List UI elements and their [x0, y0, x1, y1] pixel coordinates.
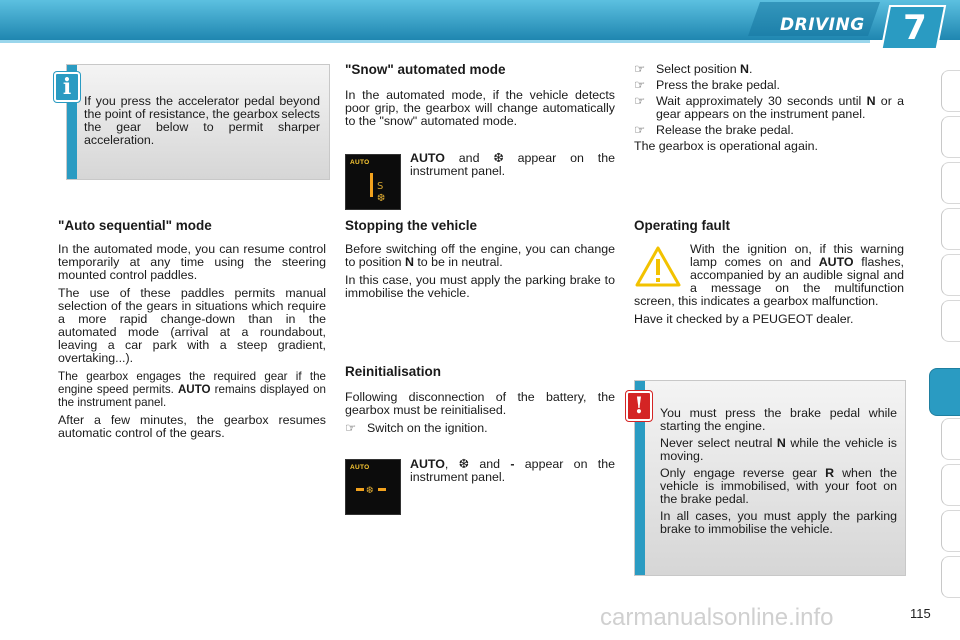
dash-label: - — [510, 457, 515, 471]
section-title: Reinitialisation — [345, 364, 442, 379]
section-title: Stopping the vehicle — [345, 218, 478, 233]
auto-label: AUTO — [410, 457, 445, 471]
auto-label: AUTO — [818, 255, 854, 269]
pointing-hand-icon: ☞ — [634, 123, 646, 137]
paragraph: You must press the brake pedal while starting the engine. — [660, 406, 897, 433]
caption — [410, 458, 615, 484]
paragraph — [345, 243, 615, 269]
side-tab[interactable] — [941, 464, 960, 506]
paragraph: In the automated mode, you can resume control temporarily at any time using the steering mounted control paddles. — [58, 242, 326, 282]
reinitialisation-section — [345, 364, 615, 438]
paragraph: The gearbox is operational again. — [634, 139, 818, 153]
section-title: "Snow" automated mode — [345, 62, 506, 77]
text: Wait approximately 30 seconds until — [656, 94, 867, 108]
reinit-display-icon — [346, 460, 400, 514]
side-tab-active[interactable] — [929, 368, 960, 416]
text: or a gear appears on the instrument panel. — [656, 94, 904, 121]
text: flashes, accompanied by an audible signal and a message on the multifunction screen, this indicates a gearbox malfunction. — [634, 255, 904, 308]
reinit-caption — [410, 458, 615, 489]
text: . — [748, 62, 753, 76]
section-title: Operating fault — [634, 218, 731, 233]
chapter-title: DRIVING — [780, 15, 865, 35]
info-box-content — [84, 95, 320, 151]
side-tab[interactable] — [941, 510, 960, 552]
paragraph — [660, 437, 897, 463]
text: Never select neutral — [660, 436, 777, 450]
paragraph: The use of these paddles permits manual selection of the gears in situations which require a more rapid change-down than in the automated mode (arrival at a roundabout, leaving a car park with a steep gradient, overtaking...). — [58, 286, 326, 365]
side-tab[interactable] — [941, 70, 960, 112]
bullet-text: Press the brake pedal. — [656, 78, 780, 92]
warning-box — [634, 380, 906, 576]
warning-lamp-icon — [634, 245, 682, 289]
auto-sequential-section — [58, 218, 326, 445]
auto-label: AUTO — [410, 151, 445, 165]
pointing-hand-icon: ☞ — [634, 62, 646, 76]
svg-text:❆: ❆ — [377, 193, 386, 204]
pointing-hand-icon: ☞ — [345, 421, 357, 435]
reinit-steps — [634, 63, 904, 158]
caption — [410, 152, 615, 178]
auto-display: AUTO — [350, 464, 370, 471]
text: Before switching off the engine, you can change to position — [345, 242, 615, 269]
section-title: "Auto sequential" mode — [58, 218, 212, 233]
neutral-label: N — [776, 436, 786, 450]
info-box — [66, 64, 330, 180]
snow-caption — [410, 152, 615, 183]
pointing-hand-icon: ☞ — [634, 78, 646, 92]
bullet-item — [634, 79, 904, 92]
text: Only engage reverse gear — [660, 466, 826, 480]
paragraph: Have it checked by a PEUGEOT dealer. — [634, 312, 854, 326]
pointing-hand-icon: ☞ — [634, 94, 646, 108]
neutral-label: N — [740, 62, 749, 76]
page-number: 115 — [910, 606, 931, 621]
text: appear on the instrument panel. — [410, 457, 615, 484]
text: With the ignition on, if this warning lamp comes on and — [690, 242, 904, 269]
side-tab[interactable] — [941, 418, 960, 460]
warning-box-content — [660, 407, 897, 540]
paragraph: After a few minutes, the gearbox resumes automatic control of the gears. — [58, 413, 326, 440]
stopping-section — [345, 218, 615, 305]
side-tab[interactable] — [941, 556, 960, 598]
text: , ❆ and — [444, 457, 511, 471]
svg-text:❆: ❆ — [366, 486, 374, 496]
side-tab[interactable] — [941, 300, 960, 342]
bullet-text — [656, 95, 904, 121]
operating-fault-section — [634, 218, 904, 331]
bullet-item — [634, 63, 904, 76]
instrument-panel-reinit-image — [345, 459, 401, 515]
chapter-number: 7 — [903, 8, 927, 48]
side-tab[interactable] — [941, 254, 960, 296]
text: Select position — [656, 62, 741, 76]
reverse-label: R — [825, 466, 835, 480]
neutral-label: N — [404, 255, 414, 269]
bullet-text — [656, 63, 752, 76]
text: The gearbox engages the required gear if the engine speed permits. — [58, 370, 326, 396]
warning-icon: ! — [626, 391, 652, 421]
text: while the vehicle is moving. — [660, 436, 897, 463]
bullet-item — [634, 124, 904, 137]
page-header — [0, 0, 960, 48]
info-text: If you press the accelerator pedal beyond the point of resistance, the gearbox selects the gear below to permit sharper acceleration. — [84, 94, 320, 147]
auto-display: AUTO — [350, 159, 370, 166]
svg-text:S: S — [377, 181, 384, 192]
paragraph: Following disconnection of the battery, the gearbox must be reinitialised. — [345, 390, 615, 417]
snow-display-icon — [346, 155, 400, 209]
text: to be in neutral. — [413, 255, 503, 269]
side-tab[interactable] — [941, 162, 960, 204]
bullet-item — [634, 95, 904, 121]
neutral-label: N — [866, 94, 876, 108]
paragraph — [660, 467, 897, 506]
side-tab[interactable] — [941, 208, 960, 250]
bullet-text: Switch on the ignition. — [367, 421, 488, 435]
bullet-item — [345, 422, 615, 435]
bullet-text: Release the brake pedal. — [656, 123, 794, 137]
side-tab[interactable] — [941, 116, 960, 158]
watermark: carmanualsonline.info — [600, 604, 834, 631]
info-icon: i — [54, 72, 80, 102]
paragraph: In this case, you must apply the parking brake to immobilise the vehicle. — [345, 273, 615, 300]
instrument-panel-snow-image — [345, 154, 401, 210]
snow-mode-section — [345, 62, 615, 133]
paragraph: In the automated mode, if the vehicle detects poor grip, the gearbox will change automatically to the "snow" automated mode. — [345, 88, 615, 128]
paragraph — [58, 370, 326, 409]
text: remains displayed on the instrument panel. — [58, 383, 326, 409]
text: and ❆ appear on the instrument panel. — [410, 151, 615, 178]
text: when the vehicle is immobilised, with your foot on the brake pedal. — [660, 466, 897, 506]
paragraph: In all cases, you must apply the parking brake to immobilise the vehicle. — [660, 509, 897, 536]
auto-label: AUTO — [177, 383, 211, 396]
